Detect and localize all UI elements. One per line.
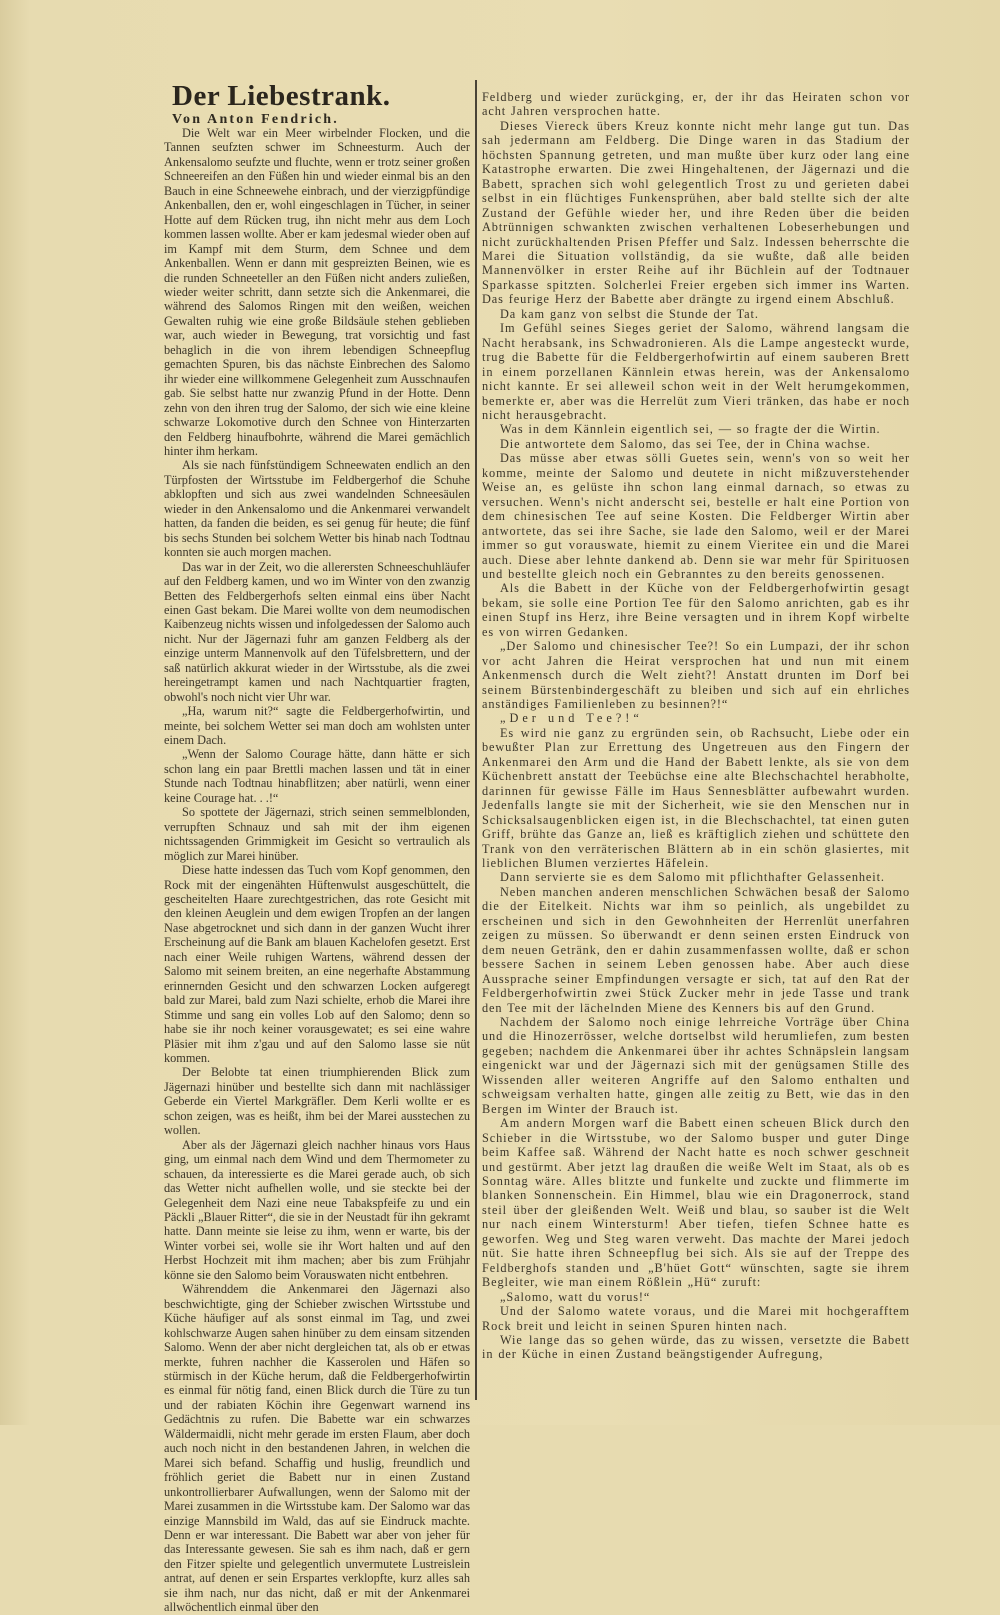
paragraph: Die antwortete dem Salomo, das sei Tee, der in China wachse. <box>500 436 871 451</box>
paragraph: Es wird nie ganz zu ergründen sein, ob Rachsucht, Liebe oder ein bewußter Plan zur Errettung des Ungetreuen aus den Fingern der Ankenmarei den Arm und die Hand der Babett lenkte, als sie von dem Küchenbrett anstatt der Teebüchse eine alte Blechschachtel herabholte, darinnen für gewisse Fälle im Haus Sennesblätter aufbewahrt wurden. Jedenfalls langte sie mit der Sicherheit, wie sie den Menschen nur in Schicksalsaugenblicken eigen ist, in die Blechschachtel, tat einen guten Griff, brühte das Ganze an, ließ es kräftiglich ziehen und schüttete den Trank von den verräterischen Blättern ab in ein schön glasiertes, mit lieblichen Blumen verziertes Häfelein. <box>482 725 910 871</box>
paragraph: Wie lange das so gehen würde, das zu wissen, versetzte die Babett in der Küche in einen Zustand beängstigender Aufregung, <box>482 1332 910 1362</box>
paragraph: Feldberg und wieder zurückging, er, der ihr das Heiraten schon vor acht Jahren versprochen hatte. <box>482 90 910 119</box>
left-column <box>164 126 470 1615</box>
paragraph: Als sie nach fünfstündigem Schneewaten endlich an den Türpfosten der Wirtsstube im Feldbergerhof die Schuhe abklopften und sich aus zwei wandelnden Schneesäulen wieder in den Ankensalomo und die Ankenmarei verwandelt hatten, da fanden die beiden, es sei genug für heute; die fünf bis sechs Stunden bei solchem Wetter bis hinab nach Todtnau konnten sie auch morgen machen. <box>164 458 470 560</box>
paragraph: Und der Salomo watete voraus, und die Marei mit hochgerafftem Rock breit und leicht in seinen Spuren hinten nach. <box>482 1304 910 1333</box>
paragraph: Im Gefühl seines Sieges geriet der Salomo, während langsam die Nacht herabsank, ins Schwadronieren. Als die Lampe angesteckt wurde, trug die Babette für die Feldbergerhofwirtin auf einem sauberen Brett in einem porzellanen Kännlein etwas herein, was der Ankensalomo nicht kannte. Er sei alleweil schon weit in der Welt herumgekommen, bemerkte er, aber was die Herrelüt zum Vieri tränken, das habe er noch nicht herausgebracht. <box>482 321 910 422</box>
paragraph: „Der Salomo und chinesischer Tee?! So ein Lumpazi, der ihr schon vor acht Jahren die Heirat versprochen hat und nun mit einem Ankenmensch durch die Welt zieht?! Anstatt drunten im Dorf bei seinem Bürstenbindergeschäft zu bleiben und sich auf ein ehrliches anständiges Familienleben zu besinnen?!“ <box>482 639 910 712</box>
article-author: Von Anton Fendrich. <box>172 112 339 127</box>
paragraph: Neben manchen anderen menschlichen Schwächen besaß der Salomo die der Eitelkeit. Nichts war ihm so peinlich, als ungebildet zu erscheinen und sich in den Gewohnheiten der Herrenlüt unerfahren zeigen zu müssen. So überwandt er denn seinen ersten Eindruck von dem neuen Getränk, den er dahin zusammenfassen wollte, daß er schon bessere Sachen in seinem Leben genossen habe. Aber auch diese Aussprache seiner Empfindungen versagte er sich, tat auf den Rat der Feldbergerhofwirtin zwei Stück Zucker mehr in jede Tasse und trank den Tee mit der lächelnden Miene des Kenners bis auf den Grund. <box>482 884 910 1015</box>
paragraph: Am andern Morgen warf die Babett einen scheuen Blick durch den Schieber in die Wirtsstube, wo der Salomo busper und guter Dinge beim Kaffee saß. Während der Nacht hatte es noch schwer geschneit und gestürmt. Aber jetzt lag draußen die weiße Welt im Staat, als ob es Sonntag wäre. Alles blitzte und funkelte und zuckte und flimmerte im blanken Sonnenschein. Ein Himmel, blau wie ein Dragonerrock, stand steil über der gleißenden Welt. Weiß und blau, so sauber ist die Welt nur nach einem Wintersturm! Aber tiefen, tiefen Schnee hatte es geworfen. Weg und Steg waren verweht. Das machte der Marei jedoch nüt. Sie hatte ihren Schneepflug bei sich. Als sie auf der Treppe des Feldberghofs standen und „B'hüet Gott“ wünschten, sagte sie ihrem Begleiter, wie man einem Rößlein „Hü“ zuruft: <box>482 1116 910 1290</box>
paragraph: „Ha, warum nit?“ sagte die Feldbergerhofwirtin, und meinte, bei solchem Wetter sei man doch am wohlsten unter einem Dach. <box>164 704 470 748</box>
paragraph: Aber als der Jägernazi gleich nachher hinaus vors Haus ging, um einmal nach dem Wind und dem Thermometer zu schauen, da interessierte es die Marei gerade auch, ob sich das Wetter nicht aufhellen wolle, und sie steckte bei der Gelegenheit dem Nazi eine neue Tabakspfeife zu und ein Päckli „Blauer Ritter“, die sie in der Neustadt für ihn gekramt hatte. Dann meinte sie leise zu ihm, wenn er warte, bis der Winter vorbei sei, wolle sie ihr Wort halten und auf den Herbst Hochzeit mit ihm machen; aber bis zum Frühjahr könne sie den Salomo beim Vorauswaten nicht entbehren. <box>164 1137 470 1282</box>
paragraph: Währenddem die Ankenmarei den Jägernazi also beschwichtigte, ging der Schieber zwischen Wirtsstube und Küche häufiger auf als sonst einmal im Tag, und zwei kohlschwarze Augen sahen hinüber zu dem einsam sitzenden Salomo. Wenn der aber nicht dergleichen tat, als ob er etwas merkte, fuhren nachher die Kasserolen und Häfen so stürmisch in der Küche herum, daß die Feldbergerhofwirtin es einmal für nötig fand, einen Blick durch die Türe zu tun und der rabiaten Köchin ihre Gegenwart warnend ins Gedächtnis zu rufen. Die Babette war ein schwarzes Wäldermaidli, nicht mehr gerade im ersten Flaum, aber doch auch noch nicht in den bestandenen Jahren, in welchen die Marei sich befand. Schaffig und huslig, freundlich und fröhlich geriet die Babett nur in einen Zustand unkontrollierbarer Aufwallungen, wenn der Salomo mit der Marei zusammen in die Wirtsstube kam. Der Salomo war das einzige Mannsbild im Wald, das auf sie Eindruck machte. Denn er war interessant. Die Babett war aber von jeher für das Interessante gewesen. Sie sah es ihm nach, daß er gern den Fitzer spielte und gelegentlich unvermutete Lustreislein antrat, auf denen er sein Erspartes verklopfte, kurz alles sah sie ihm nach, nur das nicht, daß er mit der Ankenmarei allwöchentlich einmal über den <box>164 1282 470 1615</box>
paragraph: „Der und Tee?!“ <box>500 711 643 726</box>
article-title: Der Liebestrank. <box>172 80 391 112</box>
paragraph: Dieses Viereck übers Kreuz konnte nicht mehr lange gut tun. Das sah jedermann am Feldberg. Die Dinge waren in das Stadium der höchsten Spannung getreten, und man mußte über kurz oder lang eine Katastrophe erwarten. Die zwei Hingehaltenen, der Jägernazi und die Babett, sprachen sich wohl gelegentlich Trost zu und gerieten dabei selbst in ein flüchtiges Funkensprühen, aber bald stellte sich der alte Zustand der Gefühle wieder her, und ihre Reden über die beiden Abtrünnigen schwankten zwischen verhaltenen Lobeserhebungen und nicht zurückhaltenden Prisen Pfeffer und Salz. Indessen beherrschte die Marei die Situation vollständig, da sie wußte, daß alle beiden Mannenvölker in erster Reihe auf ihr Büchlein auf der Todtnauer Sparkasse spitzten. Solcherlei Freier ergeben sich immer ins Warten. Das feurige Herz der Babette aber drängte zu irgend einem Abschluß. <box>482 118 910 307</box>
paragraph: So spottete der Jägernazi, strich seinen semmelblonden, verrupften Schnauz und sah mit der ihm eigenen nichtssagenden Grimmigkeit im Gesicht so vertraulich als möglich zur Marei hinüber. <box>164 805 470 863</box>
paragraph: Dann servierte sie es dem Salomo mit pflichthafter Gelassenheit. <box>500 870 885 885</box>
paragraph: Nachdem der Salomo noch einige lehrreiche Vorträge über China und die Hinozerrösser, welche dortselbst wild herumliefen, zum besten gegeben; nachdem die Ankenmarei über ihr achtes Schnäpslein langsam eingenickt war und der Jägernazi sich mit der genügsamen Stille des Wissenden aller weiteren Angriffe auf den Salomo enthalten und schweigsam verhalten hatte, gingen alle zeitig zu Bett, wie das in den Bergen im Winter der Brauch ist. <box>482 1015 910 1116</box>
paragraph: Diese hatte indessen das Tuch vom Kopf genommen, den Rock mit der eingenähten Hüftenwulst ausgeschüttelt, die gescheitelten Haare zurechtgestrichen, das rote Gesicht mit den kleinen Aeuglein und dem ewigen Tropfen an der langen Nase abgetrocknet und sich dann in der ganzen Wucht ihrer Erscheinung auf die Bank am blauen Kachelofen gesetzt. Erst nach einer Weile ruhigen Wartens, während dessen der Salomo mit seinem breiten, an eine negerhafte Abstammung erinnernden Gesicht und den schwarzen Locken aufgeregt bald zur Marei, bald zum Nazi schielte, erhob die Marei ihre Stimme und sang ein volles Lob auf den Salomo; denn so habe sie ihr noch keiner vorausgewatet; es sei eine wahre Pläsier mit ihm z'gau und auf den Salomo lasse sie nüt kommen. <box>164 863 470 1065</box>
paragraph: Da kam ganz von selbst die Stunde der Tat. <box>500 306 759 321</box>
paragraph: „Salomo, watt du vorus!“ <box>500 1289 651 1304</box>
paragraph: Der Belobte tat einen triumphierenden Blick zum Jägernazi hinüber und bestellte sich dann mit nachlässiger Geberde ein Viertel Markgräfler. Dem Kerli wollte er es schon zeigen, was es heißt, ihm bei der Marei ausstechen zu wollen. <box>164 1065 470 1138</box>
paragraph: Als die Babett in der Küche von der Feldbergerhofwirtin gesagt bekam, sie solle eine Portion Tee für den Salomo anrichten, gab es ihr einen Stupf ins Herz, ihre Beine versagten und in ihrem Kopf wirbelte es von wirren Gedanken. <box>482 581 910 639</box>
column-divider <box>475 80 477 1400</box>
paragraph: Das war in der Zeit, wo die allerersten Schneeschuhläufer auf den Feldberg kamen, und wo im Winter von den zwanzig Betten des Feldbergerhofs selten einmal eins über Nacht einen Gast bekam. Die Marei wollte von dem neumodischen Kaibenzeug nichts wissen und infolgedessen der Salomo auch nicht. Nur der Jägernazi fuhr am ganzen Feldberg als der einzige unterm Mannenvolk auf den Tüfelsbrettern, und der saß natürlich akkurat wieder in der Wirtsstube, als die zwei hereingetrampt kamen und nach Nachtquartier fragten, obwohl's noch nicht vier Uhr war. <box>164 559 470 704</box>
right-column <box>482 90 910 1362</box>
paragraph: Die Welt war ein Meer wirbelnder Flocken, und die Tannen seufzten schwer im Schneesturm. Auch der Ankensalomo seufzte und fluchte, wenn er trotz seiner großen Schneereifen an den Füßen hin und wieder einmal bis an den Bauch in eine Schneewehe einbrach, und der vierzigpfündige Ankenballen, den er, wohl eingeschlagen in Tücher, in seiner Hotte auf dem Rücken trug, ihn nicht mehr aus dem Loch kommen lassen wollte. Aber er kam jedesmal wieder oben auf im Kampf mit dem Sturm, dem Schnee und dem Ankenballen. Wenn er dann mit gespreizten Beinen, wie es die runden Schneeteller an den Füßen nicht anders zuließen, wieder weiter schritt, dann setzte sich die Ankenmarei, die während des Salomos Ringen mit den weißen, weichen Gewalten ruhig wie eine große Bildsäule stehen geblieben war, auch wieder in Bewegung, trat vorsichtig und fast behaglich in die von ihrem lebendigen Schneepflug gemachten Spuren, bis das nächste Einbrechen des Salomo ihr wieder eine willkommene Gelegenheit zum Ausschnaufen gab. Sie selbst hatte nur zwanzig Pfund in der Hotte. Denn zehn von den ihren trug der Salomo, der sich wie eine kleine schwarze Lokomotive durch den Schnee von Hinterzarten den Feldberg hinaufbohrte, während die Marei gemächlich hinter ihm herkam. <box>164 126 470 458</box>
paragraph: Das müsse aber etwas sölli Guetes sein, wenn's von so weit her komme, meinte der Salomo und deutete in nicht mißzuverstehender Weise an, es gelüste ihn schon lang einmal darnach, so etwas zu versuchen. Wenn's nicht anderscht sei, bestelle er halt eine Portion von dem chinesischen Tee auf seine Kosten. Die Feldberger Wirtin aber antwortete, das sei ihre Sache, sie lade den Salomo, weil er der Marei immer so gut vorauswate, hiemit zu einem Vieritee ein und die Marei auch. Diese aber lehnte dankend ab. Denn sie war mehr für Spirituosen und bestellte gleich noch ein Gebranntes zu den bereits genossenen. <box>482 451 910 581</box>
paragraph: „Wenn der Salomo Courage hätte, dann hätte er sich schon lang ein paar Brettli machen lassen und tät in einer Stunde nach Todtnau hinabflitzen; aber natürli, wenn einer keine Courage hat. . .!“ <box>164 747 470 805</box>
paragraph: Was in dem Kännlein eigentlich sei, — so fragte der die Wirtin. <box>500 422 881 437</box>
